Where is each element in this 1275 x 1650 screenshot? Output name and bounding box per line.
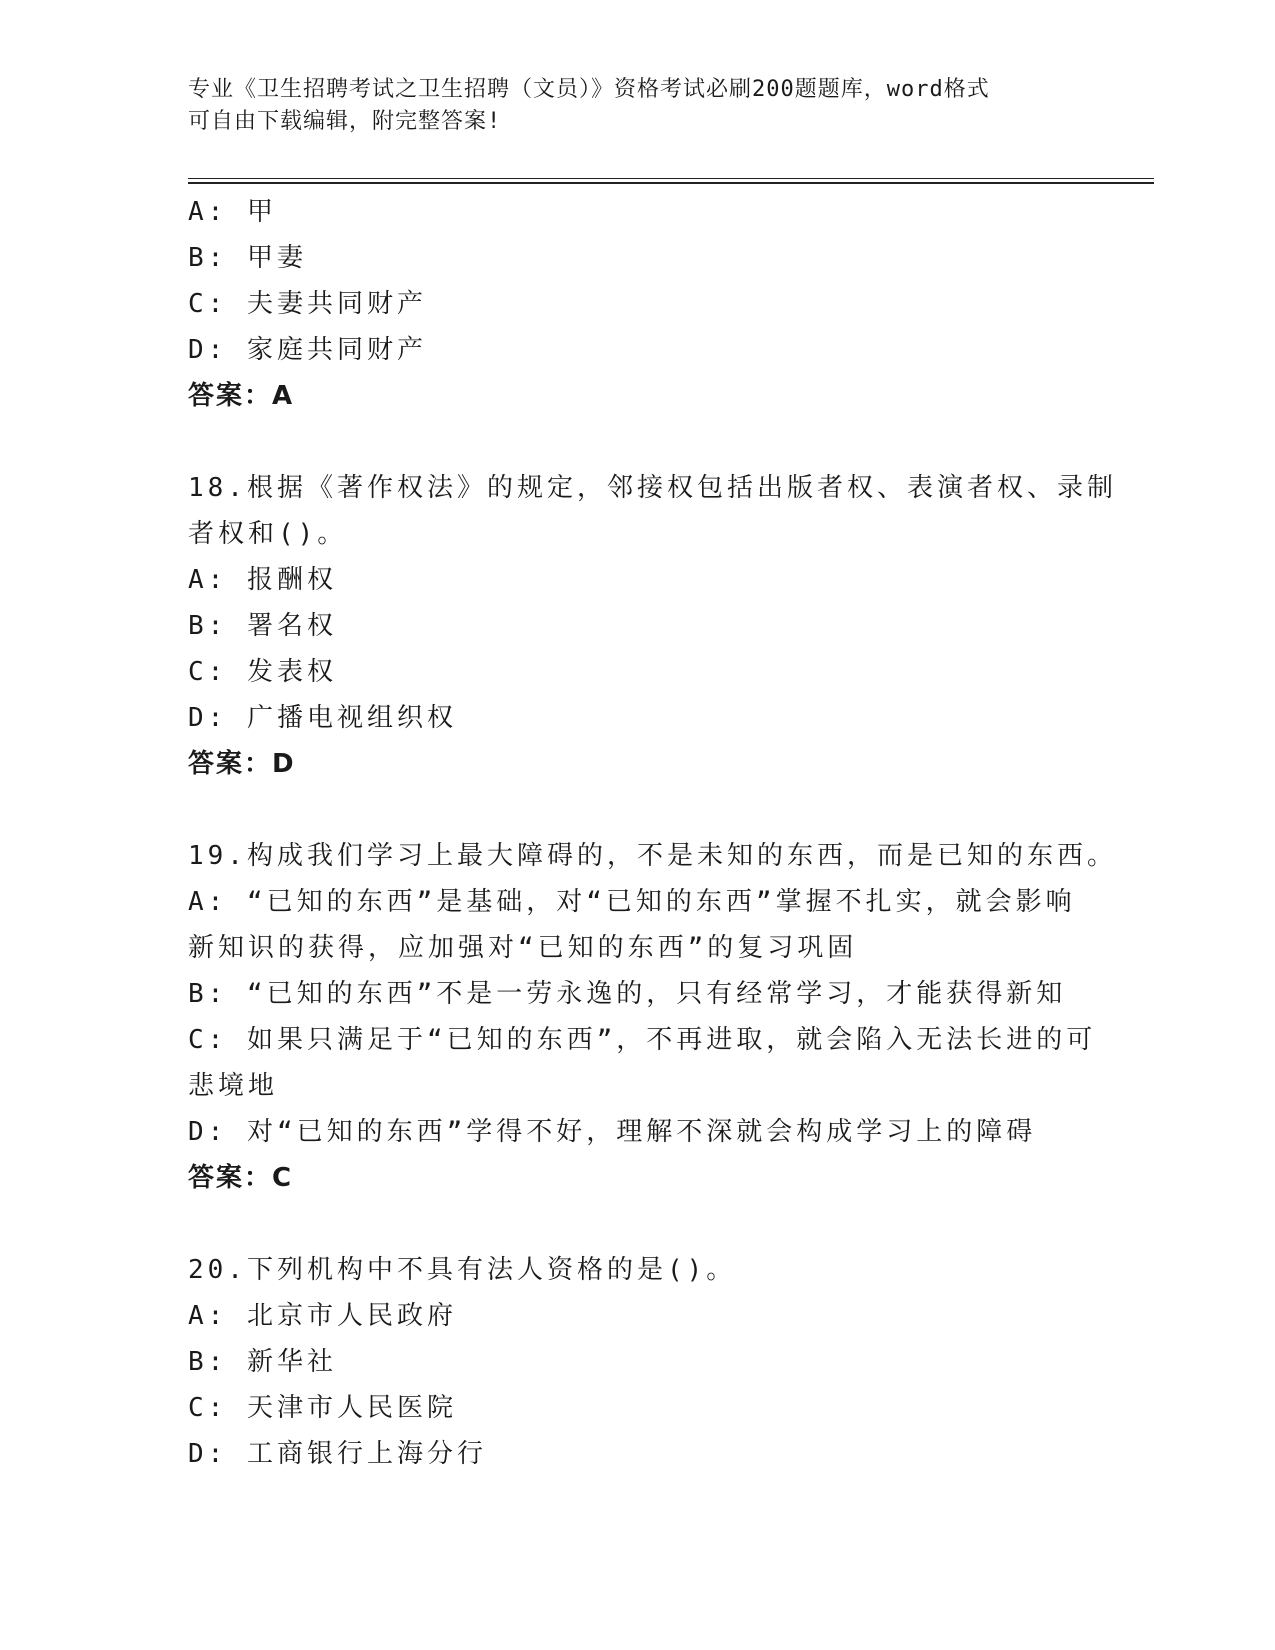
spacer [188, 419, 1088, 465]
option-a: A: 甲 [188, 197, 277, 227]
option-c: C: 夫妻共同财产 [188, 289, 427, 319]
option-b: B: 新华社 [188, 1347, 337, 1377]
answer-label: 答案：D [188, 749, 296, 779]
answer-label: 答案：A [188, 381, 295, 411]
option-d: D: 对“已知的东西”学得不好，理解不深就会构成学习上的障碍 [188, 1117, 1037, 1147]
question-18 [188, 465, 1117, 787]
question-17 [188, 189, 1088, 419]
spacer [188, 787, 1088, 833]
option-c: C: 天津市人民医院 [188, 1393, 457, 1423]
option-a-continued: 新知识的获得，应加强对“已知的东西”的复习巩固 [188, 933, 858, 963]
option-b: B: “已知的东西”不是一劳永逸的，只有经常学习，才能获得新知 [188, 979, 1067, 1009]
document-header [188, 74, 1088, 138]
header-divider-thick [188, 182, 1154, 184]
header-line-1: 专业《卫生招聘考试之卫生招聘（文员）》资格考试必刷200题题库，word格式 [188, 77, 990, 102]
header-line-2: 可自由下载编辑，附完整答案! [188, 109, 502, 134]
option-d: D: 工商银行上海分行 [188, 1439, 487, 1469]
option-b: B: 甲妻 [188, 243, 307, 273]
option-a: A: 报酬权 [188, 565, 337, 595]
option-a: A: “已知的东西”是基础，对“已知的东西”掌握不扎实，就会影响 [188, 887, 1076, 917]
question-stem: 18.根据《著作权法》的规定，邻接权包括出版者权、表演者权、录制 [188, 473, 1117, 503]
option-c-continued: 悲境地 [188, 1071, 279, 1101]
option-c: C: 发表权 [188, 657, 337, 687]
answer-label: 答案：C [188, 1163, 294, 1193]
option-b: B: 署名权 [188, 611, 337, 641]
question-stem: 19.构成我们学习上最大障碍的，不是未知的东西，而是已知的东西。 [188, 841, 1117, 871]
option-c: C: 如果只满足于“已知的东西”，不再进取，就会陷入无法长进的可 [188, 1025, 1097, 1055]
option-d: D: 家庭共同财产 [188, 335, 427, 365]
question-list [188, 189, 1117, 1477]
question-stem-continued: 者权和()。 [188, 519, 348, 549]
spacer [188, 1201, 1088, 1247]
question-20 [188, 1247, 1088, 1477]
question-19 [188, 833, 1117, 1201]
option-a: A: 北京市人民政府 [188, 1301, 457, 1331]
header-divider-thin [188, 178, 1154, 179]
option-d: D: 广播电视组织权 [188, 703, 457, 733]
question-stem: 20.下列机构中不具有法人资格的是()。 [188, 1255, 737, 1285]
